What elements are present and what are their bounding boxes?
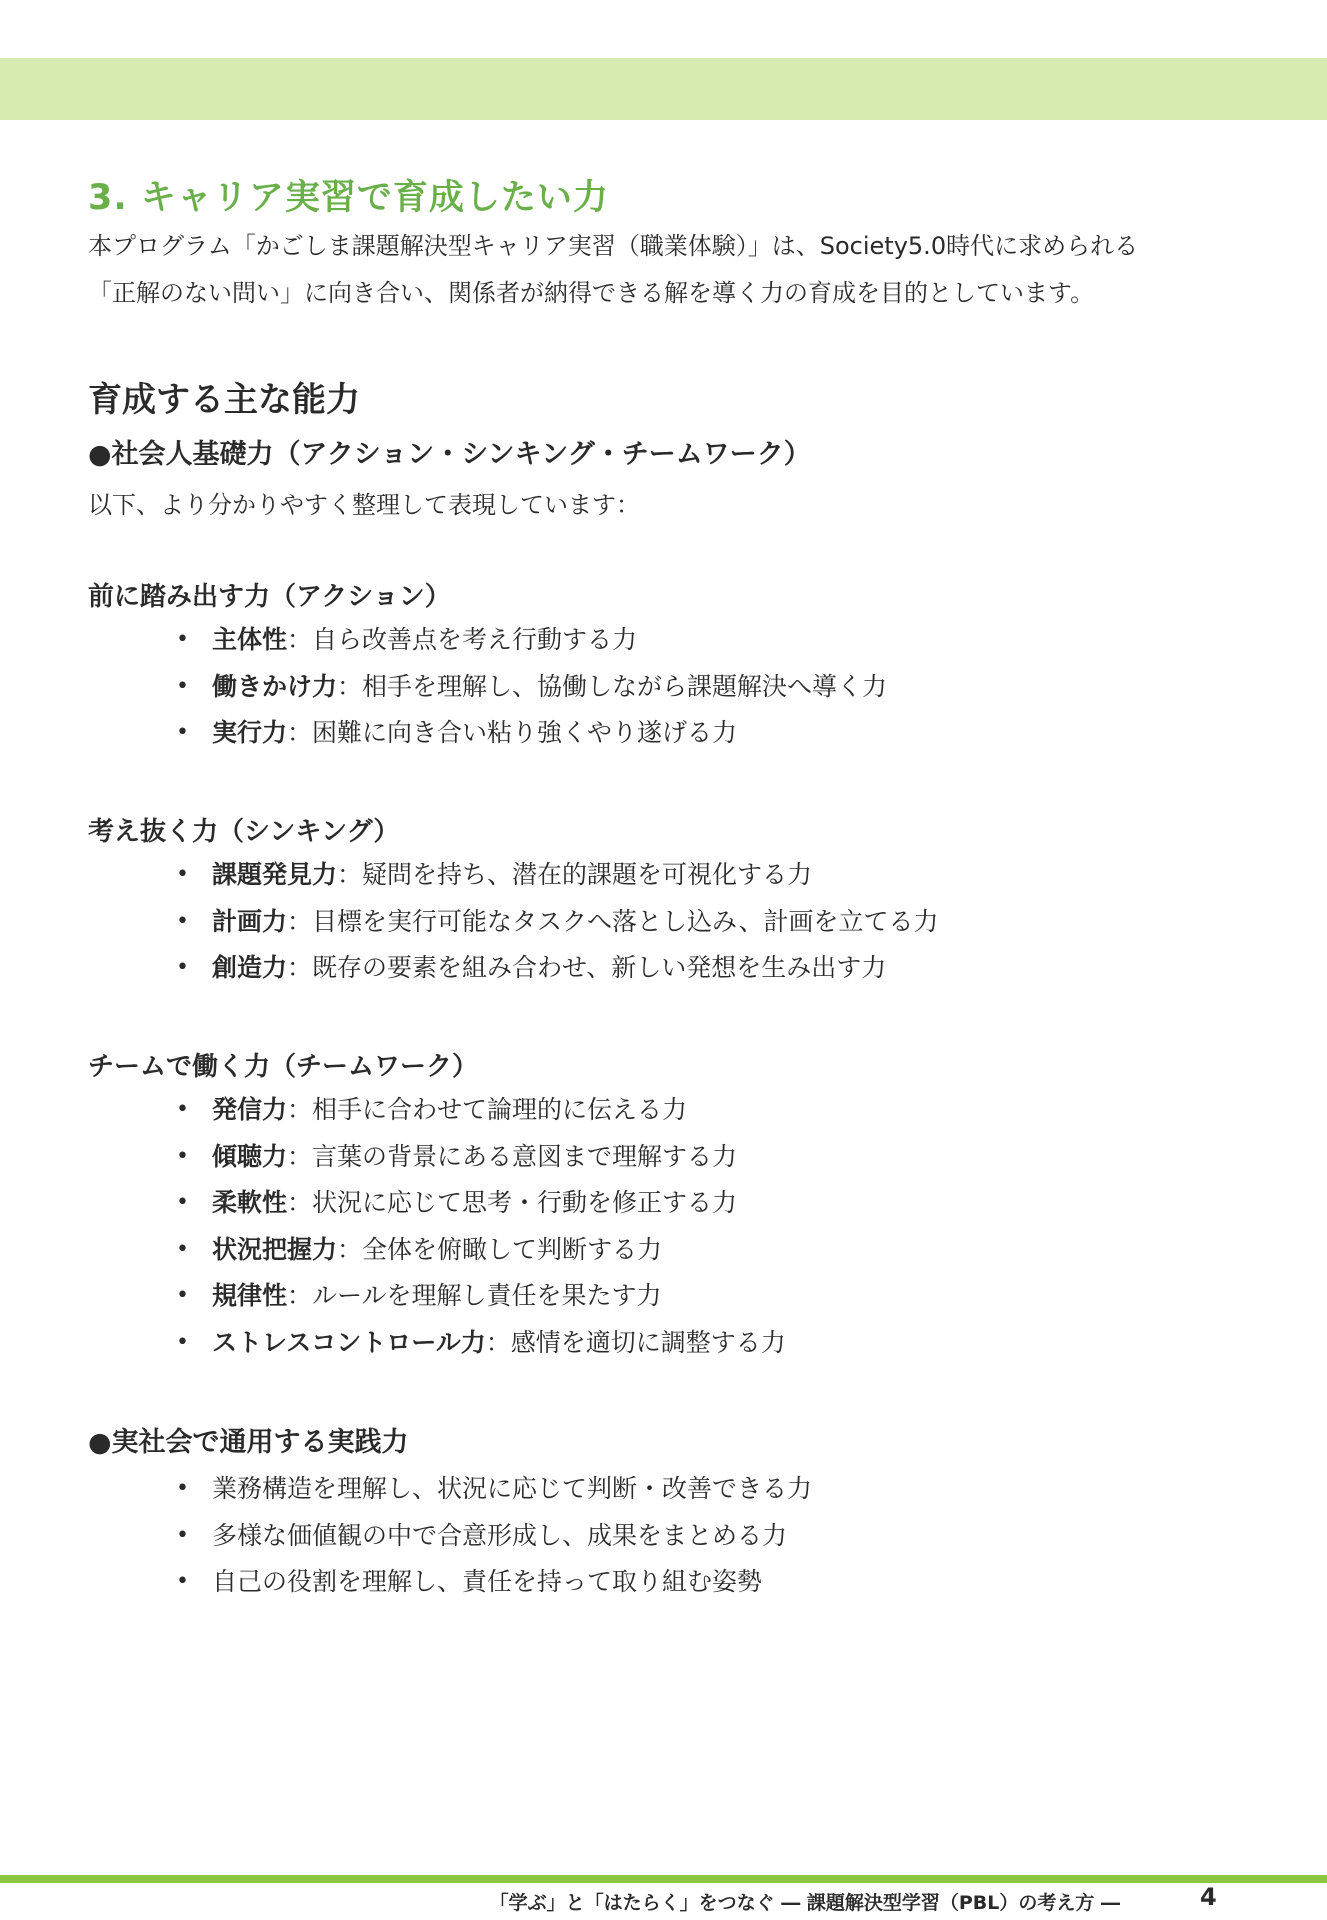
bullet-icon: • bbox=[176, 1190, 189, 1215]
item-term: 働きかけ力 bbox=[212, 671, 338, 701]
bullet-icon: • bbox=[176, 955, 189, 980]
bullet-icon: • bbox=[176, 1329, 189, 1355]
list-item bbox=[0, 664, 887, 711]
list-thinking bbox=[0, 852, 939, 992]
item-text: ：言葉の背景にある意図まで理解する力 bbox=[287, 1141, 738, 1171]
item-term: 状況把握力 bbox=[212, 1234, 338, 1264]
list-item bbox=[0, 617, 887, 664]
list-item bbox=[0, 1513, 812, 1560]
item-term: 計画力 bbox=[212, 906, 288, 936]
item-term: 傾聴力 bbox=[212, 1141, 288, 1171]
item-text: ：相手を理解し、協働しながら課題解決へ導く力 bbox=[337, 671, 888, 701]
item-text: ：自ら改善点を考え行動する力 bbox=[287, 625, 638, 654]
item-term: 発信力 bbox=[212, 1095, 288, 1124]
list-teamwork bbox=[0, 1087, 786, 1366]
item-text: ：ルールを理解し責任を果たす力 bbox=[287, 1281, 662, 1310]
group-title-thinking: 考え抜く力（シンキング） bbox=[88, 817, 400, 847]
list-item bbox=[0, 1180, 786, 1227]
header-band bbox=[0, 58, 1327, 120]
bullet-icon: • bbox=[176, 862, 189, 887]
bullet-icon: • bbox=[176, 1236, 189, 1262]
item-text: ：感情を適切に調整する力 bbox=[485, 1327, 786, 1357]
group-title-teamwork: チームで働く力（チームワーク） bbox=[88, 1052, 479, 1082]
list-item bbox=[0, 1320, 786, 1367]
item-term: ストレスコントロール力 bbox=[212, 1327, 486, 1357]
item-text: 業務構造を理解し、状況に応じて判断・改善できる力 bbox=[212, 1474, 813, 1503]
item-term: 柔軟性 bbox=[212, 1188, 288, 1217]
item-term: 創造力 bbox=[212, 953, 288, 982]
list-practical bbox=[0, 1466, 812, 1606]
list-item bbox=[0, 1087, 786, 1134]
list-item bbox=[0, 1466, 812, 1513]
list-item bbox=[0, 899, 939, 946]
footer-line bbox=[0, 1875, 1327, 1883]
list-item bbox=[0, 1227, 786, 1274]
item-text: ：疑問を持ち、潜在的課題を可視化する力 bbox=[337, 860, 813, 889]
list-item bbox=[0, 945, 939, 992]
item-text: 多様な価値観の中で合意形成し、成果をまとめる力 bbox=[212, 1520, 788, 1550]
item-term: 主体性 bbox=[212, 625, 288, 654]
bullet-icon: • bbox=[176, 720, 189, 745]
item-text: ：困難に向き合い粘り強くやり遂げる力 bbox=[287, 718, 738, 747]
item-term: 規律性 bbox=[212, 1281, 288, 1310]
page-number: 4 bbox=[1200, 1883, 1217, 1911]
bullet-icon: • bbox=[176, 908, 189, 934]
bullet-icon: • bbox=[176, 1143, 189, 1169]
item-term: 課題発見力 bbox=[212, 860, 338, 889]
list-item bbox=[0, 1134, 786, 1181]
intro-line-2: 「正解のない問い」に向き合い、関係者が納得できる解を導く力の育成を目的としています。 bbox=[88, 279, 1095, 307]
list-item bbox=[0, 710, 887, 757]
item-text: 自己の役割を理解し、責任を持って取り組む姿勢 bbox=[212, 1567, 763, 1596]
footer-title: 「学ぶ」と「はたらく」をつなぐ ― 課題解決型学習（PBL）の考え方 ― bbox=[489, 1892, 1120, 1914]
list-item bbox=[0, 852, 939, 899]
bullet-icon: • bbox=[176, 673, 189, 699]
list-item bbox=[0, 1273, 786, 1320]
item-text: ：既存の要素を組み合わせ、新しい発想を生み出す力 bbox=[287, 953, 887, 982]
list-action bbox=[0, 617, 887, 757]
abilities-heading: 育成する主な能力 bbox=[88, 380, 360, 420]
item-text: ：相手に合わせて論理的に伝える力 bbox=[287, 1095, 688, 1124]
bullet-icon: • bbox=[176, 1097, 189, 1122]
bullet-icon: • bbox=[176, 1283, 189, 1308]
group-title-action: 前に踏み出す力（アクション） bbox=[88, 582, 451, 612]
bullet-icon: • bbox=[176, 627, 189, 652]
bullet-icon: • bbox=[176, 1522, 189, 1548]
list-item bbox=[0, 1559, 812, 1606]
item-term: 実行力 bbox=[212, 718, 288, 747]
basic-skills-heading: ●社会人基礎力（アクション・シンキング・チームワーク） bbox=[88, 439, 811, 470]
practical-skills-heading: ●実社会で通用する実践力 bbox=[88, 1427, 409, 1458]
bullet-icon: • bbox=[176, 1569, 189, 1594]
item-text: ：目標を実行可能なタスクへ落とし込み、計画を立てる力 bbox=[287, 906, 939, 936]
basic-skills-note: 以下、より分かりやすく整理して表現しています： bbox=[88, 491, 640, 519]
item-text: ：全体を俯瞰して判断する力 bbox=[337, 1234, 663, 1264]
intro-line-1: 本プログラム「かごしま課題解決型キャリア実習（職業体験）」は、Society5.0時代に求められる bbox=[88, 232, 1139, 260]
item-text: ：状況に応じて思考・行動を修正する力 bbox=[287, 1188, 738, 1217]
bullet-icon: • bbox=[176, 1476, 189, 1501]
section-heading: 3. キャリア実習で育成したい力 bbox=[88, 178, 609, 218]
